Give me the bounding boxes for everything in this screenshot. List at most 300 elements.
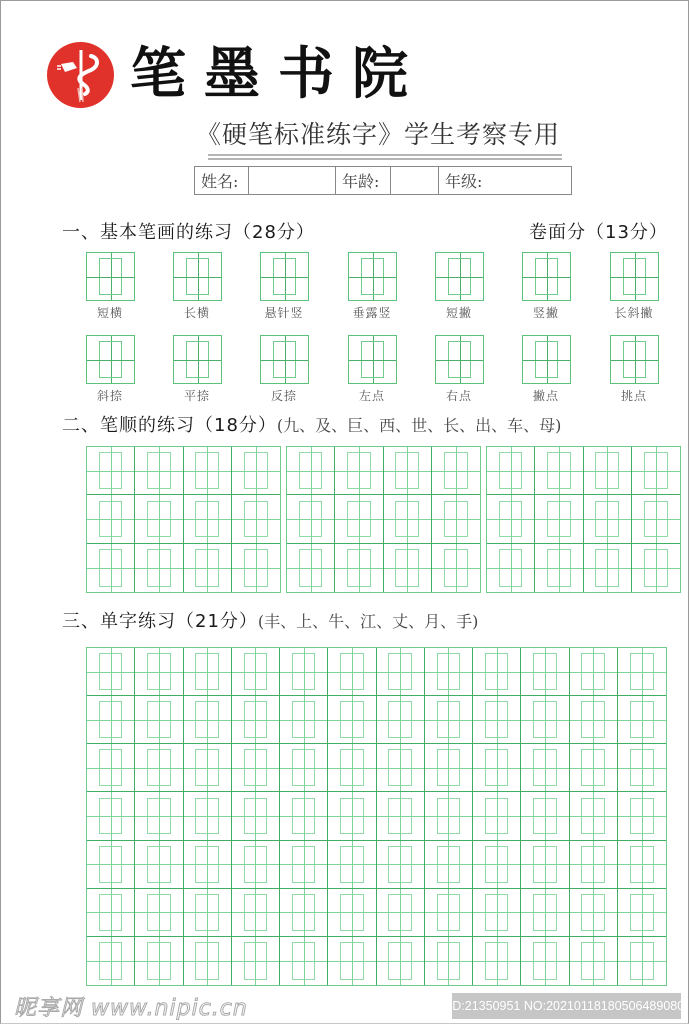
guide-line [521, 720, 568, 721]
guide-line [87, 912, 134, 913]
section1-title: 一、基本笔画的练习（28分） [62, 222, 315, 243]
writing-cell[interactable] [432, 447, 480, 495]
writing-cell[interactable] [473, 648, 521, 696]
writing-cell[interactable] [87, 544, 135, 592]
guide-line [335, 471, 382, 472]
guide-line [535, 519, 582, 520]
guide-line [425, 961, 472, 962]
writing-cell[interactable] [487, 544, 535, 592]
guide-line [535, 471, 582, 472]
guide-line [232, 519, 280, 520]
writing-cell[interactable] [328, 841, 376, 889]
writing-cell[interactable] [425, 889, 473, 937]
guide-line [473, 961, 520, 962]
writing-cell[interactable] [535, 495, 583, 543]
writing-cell[interactable] [425, 792, 473, 840]
writing-cell[interactable] [384, 544, 432, 592]
guide-line [521, 912, 568, 913]
guide-line [535, 568, 582, 569]
guide-line [335, 568, 382, 569]
writing-cell[interactable] [328, 889, 376, 937]
guide-line [377, 864, 424, 865]
guide-line [232, 816, 279, 817]
writing-cell[interactable] [487, 495, 535, 543]
guide-line [570, 768, 617, 769]
stroke-practice-box[interactable] [260, 252, 309, 301]
writing-cell[interactable] [184, 889, 232, 937]
writing-cell[interactable] [425, 937, 473, 985]
writing-cell[interactable] [87, 696, 135, 744]
guide-line [232, 864, 279, 865]
guide-line [87, 519, 134, 520]
writing-cell[interactable] [232, 889, 280, 937]
guide-line [570, 816, 617, 817]
writing-cell[interactable] [232, 696, 280, 744]
guide-line [425, 912, 472, 913]
guide-line [521, 672, 568, 673]
writing-cell[interactable] [425, 841, 473, 889]
guide-line [425, 672, 472, 673]
writing-cell[interactable] [377, 889, 425, 937]
guide-line [232, 720, 279, 721]
writing-cell[interactable] [618, 792, 666, 840]
writing-cell[interactable] [232, 841, 280, 889]
writing-cell[interactable] [618, 744, 666, 792]
writing-cell[interactable] [184, 937, 232, 985]
writing-cell[interactable] [618, 648, 666, 696]
guide-line [135, 720, 182, 721]
guide-line [135, 568, 182, 569]
guide-line [232, 912, 279, 913]
writing-cell[interactable] [425, 696, 473, 744]
guide-line [184, 961, 231, 962]
guide-line [280, 816, 327, 817]
guide-line [135, 519, 182, 520]
writing-cell[interactable] [87, 841, 135, 889]
guide-line [384, 568, 431, 569]
writing-cell[interactable] [377, 792, 425, 840]
writing-cell[interactable] [280, 937, 328, 985]
stroke-label: 右点 [445, 389, 472, 403]
writing-cell[interactable] [535, 447, 583, 495]
guide-line [280, 768, 327, 769]
writing-cell[interactable] [135, 792, 183, 840]
writing-cell[interactable] [280, 889, 328, 937]
writing-cell[interactable] [232, 544, 280, 592]
writing-cell[interactable] [87, 937, 135, 985]
guide-line [287, 471, 334, 472]
guide-line [87, 672, 134, 673]
guide-line [328, 720, 375, 721]
section2-title [62, 414, 561, 438]
writing-cell[interactable] [521, 841, 569, 889]
writing-cell[interactable] [473, 696, 521, 744]
writing-cell[interactable] [287, 544, 335, 592]
stroke-practice-box[interactable] [260, 335, 309, 384]
stroke-label: 垂露竖 [352, 306, 392, 320]
writing-cell[interactable] [632, 495, 680, 543]
section3-characters: (丰、上、牛、江、丈、月、手) [257, 612, 479, 631]
stroke-label: 斜捺 [96, 389, 123, 403]
guide-line [473, 816, 520, 817]
writing-cell[interactable] [232, 744, 280, 792]
guide-line [232, 471, 280, 472]
guide-line [184, 768, 231, 769]
guide-line [287, 568, 334, 569]
guide-line [521, 961, 568, 962]
writing-cell[interactable] [135, 648, 183, 696]
writing-cell[interactable] [377, 696, 425, 744]
guide-line [570, 720, 617, 721]
guide-rectangle [186, 341, 209, 378]
guide-line [184, 720, 231, 721]
stroke-practice-box[interactable] [86, 252, 135, 301]
stroke-practice-box[interactable] [522, 252, 571, 301]
stroke-label: 撇点 [532, 389, 559, 403]
stroke-label: 竖撇 [532, 306, 559, 320]
guide-line [135, 961, 182, 962]
guide-line [473, 912, 520, 913]
guide-rectangle [99, 341, 122, 378]
writing-cell[interactable] [280, 841, 328, 889]
writing-cell[interactable] [618, 696, 666, 744]
guide-rectangle [273, 341, 296, 378]
writing-cell[interactable] [570, 841, 618, 889]
writing-cell[interactable] [328, 792, 376, 840]
writing-cell[interactable] [570, 792, 618, 840]
image-id-badge: ID:21350951 NO:20210118180506489080 [452, 993, 681, 1019]
writing-cell[interactable] [287, 495, 335, 543]
writing-cell[interactable] [521, 889, 569, 937]
writing-cell[interactable] [87, 495, 135, 543]
guide-line [473, 720, 520, 721]
guide-line [618, 864, 666, 865]
guide-line [432, 568, 480, 569]
writing-cell[interactable] [232, 495, 280, 543]
guide-line [184, 864, 231, 865]
guide-line [432, 519, 480, 520]
guide-line [377, 961, 424, 962]
guide-line [184, 912, 231, 913]
stroke-practice-box[interactable] [610, 335, 659, 384]
writing-cell[interactable] [473, 937, 521, 985]
age-label: 年龄: [342, 172, 380, 191]
guide-line [570, 961, 617, 962]
stroke-practice-box[interactable] [173, 335, 222, 384]
writing-cell[interactable] [280, 648, 328, 696]
stroke-practice-box[interactable] [435, 335, 484, 384]
guide-line [384, 471, 431, 472]
guide-line [618, 720, 666, 721]
guide-line [87, 720, 134, 721]
writing-cell[interactable] [135, 447, 183, 495]
guide-line [584, 568, 631, 569]
stroke-practice-box[interactable] [348, 252, 397, 301]
guide-line [232, 568, 280, 569]
stroke-label: 短横 [96, 306, 123, 320]
stroke-label: 长横 [183, 306, 210, 320]
guide-line [425, 816, 472, 817]
neatness-score-label: 卷面分（13分） [529, 222, 668, 243]
guide-line [328, 768, 375, 769]
writing-cell[interactable] [87, 889, 135, 937]
guide-line [584, 519, 631, 520]
writing-cell[interactable] [135, 937, 183, 985]
guide-rectangle [186, 258, 209, 295]
guide-line [87, 471, 134, 472]
writing-cell[interactable] [425, 648, 473, 696]
guide-line [335, 519, 382, 520]
writing-cell[interactable] [87, 744, 135, 792]
stroke-label: 悬针竖 [264, 306, 304, 320]
writing-cell[interactable] [632, 447, 680, 495]
writing-cell[interactable] [521, 696, 569, 744]
guide-line [87, 768, 134, 769]
guide-line [632, 568, 680, 569]
guide-line [287, 519, 334, 520]
guide-line [618, 768, 666, 769]
guide-line [280, 961, 327, 962]
writing-cell[interactable] [87, 648, 135, 696]
writing-cell[interactable] [584, 447, 632, 495]
stroke-practice-box[interactable] [610, 252, 659, 301]
writing-cell[interactable] [328, 696, 376, 744]
writing-cell[interactable] [618, 889, 666, 937]
guide-line [425, 864, 472, 865]
section2-characters: (九、及、巨、西、世、长、出、车、母) [276, 416, 562, 435]
writing-cell[interactable] [521, 792, 569, 840]
writing-cell[interactable] [184, 495, 232, 543]
writing-cell[interactable] [335, 544, 383, 592]
writing-cell[interactable] [384, 447, 432, 495]
guide-line [232, 961, 279, 962]
guide-line [377, 768, 424, 769]
grade-label: 年级: [445, 172, 483, 191]
guide-line [377, 816, 424, 817]
guide-line [377, 912, 424, 913]
writing-cell[interactable] [135, 841, 183, 889]
guide-line [184, 471, 231, 472]
writing-cell[interactable] [632, 544, 680, 592]
writing-cell[interactable] [135, 696, 183, 744]
guide-line [521, 816, 568, 817]
writing-cell[interactable] [521, 648, 569, 696]
guide-line [487, 519, 534, 520]
writing-cell[interactable] [184, 544, 232, 592]
writing-cell[interactable] [377, 744, 425, 792]
guide-line [473, 672, 520, 673]
writing-cell[interactable] [184, 447, 232, 495]
guide-line [87, 961, 134, 962]
guide-line [473, 864, 520, 865]
writing-cell[interactable] [135, 544, 183, 592]
writing-cell[interactable] [184, 648, 232, 696]
guide-rectangle [361, 341, 384, 378]
stroke-practice-box[interactable] [173, 252, 222, 301]
stroke-practice-box[interactable] [522, 335, 571, 384]
calligraphy-brush-logo-icon [47, 42, 114, 108]
stroke-label: 短撇 [445, 306, 472, 320]
writing-cell[interactable] [184, 792, 232, 840]
writing-cell[interactable] [618, 841, 666, 889]
writing-cell[interactable] [618, 937, 666, 985]
stroke-order-grid [86, 446, 281, 593]
writing-cell[interactable] [521, 937, 569, 985]
stroke-label: 左点 [358, 389, 385, 403]
guide-line [632, 519, 680, 520]
guide-line [473, 768, 520, 769]
guide-line [425, 768, 472, 769]
guide-line [618, 672, 666, 673]
writing-cell[interactable] [232, 447, 280, 495]
guide-line [135, 768, 182, 769]
guide-line [487, 568, 534, 569]
guide-line [87, 864, 134, 865]
guide-line [135, 864, 182, 865]
guide-line [328, 864, 375, 865]
single-character-grid [86, 647, 667, 986]
stroke-practice-box[interactable] [86, 335, 135, 384]
writing-cell[interactable] [377, 937, 425, 985]
name-label: 姓名: [201, 172, 239, 191]
student-info-table [194, 166, 572, 195]
guide-line [618, 912, 666, 913]
guide-line [135, 912, 182, 913]
guide-line [232, 672, 279, 673]
guide-line [487, 471, 534, 472]
guide-line [377, 672, 424, 673]
writing-cell[interactable] [487, 447, 535, 495]
guide-line [87, 568, 134, 569]
writing-cell[interactable] [280, 696, 328, 744]
section2-heading: 二、笔顺的练习（18分） [62, 415, 277, 436]
guide-line [135, 471, 182, 472]
writing-cell[interactable] [570, 744, 618, 792]
writing-cell[interactable] [335, 495, 383, 543]
guide-rectangle [535, 341, 558, 378]
writing-cell[interactable] [377, 841, 425, 889]
writing-cell[interactable] [432, 495, 480, 543]
guide-line [232, 768, 279, 769]
writing-cell[interactable] [232, 792, 280, 840]
writing-cell[interactable] [87, 447, 135, 495]
age-field[interactable] [390, 167, 439, 194]
guide-line [135, 816, 182, 817]
stroke-practice-box[interactable] [435, 252, 484, 301]
guide-line [328, 961, 375, 962]
site-watermark: 昵享网 www.nipic.cn [14, 996, 248, 1021]
guide-line [280, 912, 327, 913]
writing-cell[interactable] [384, 495, 432, 543]
page-subtitle: 《硬笔标准练字》学生考察专用 [196, 120, 561, 149]
guide-line [570, 672, 617, 673]
guide-line [632, 471, 680, 472]
guide-line [377, 720, 424, 721]
writing-cell[interactable] [287, 447, 335, 495]
writing-cell[interactable] [135, 744, 183, 792]
writing-cell[interactable] [425, 744, 473, 792]
writing-cell[interactable] [432, 544, 480, 592]
guide-line [184, 568, 231, 569]
name-field[interactable] [248, 167, 336, 194]
guide-line [280, 864, 327, 865]
writing-cell[interactable] [135, 889, 183, 937]
writing-cell[interactable] [535, 544, 583, 592]
writing-cell[interactable] [232, 937, 280, 985]
guide-line [570, 912, 617, 913]
guide-line [328, 816, 375, 817]
stroke-order-grid [286, 446, 481, 593]
writing-cell[interactable] [328, 937, 376, 985]
guide-line [618, 816, 666, 817]
writing-cell[interactable] [473, 889, 521, 937]
guide-line [184, 816, 231, 817]
guide-line [328, 672, 375, 673]
guide-line [584, 471, 631, 472]
stroke-order-grid [486, 446, 681, 593]
writing-cell[interactable] [584, 495, 632, 543]
divider-line [208, 154, 562, 156]
writing-cell[interactable] [570, 889, 618, 937]
writing-cell[interactable] [473, 841, 521, 889]
writing-cell[interactable] [521, 744, 569, 792]
guide-line [87, 816, 134, 817]
guide-rectangle [448, 258, 471, 295]
writing-cell[interactable] [280, 744, 328, 792]
writing-cell[interactable] [377, 648, 425, 696]
stroke-label: 平捺 [183, 389, 210, 403]
writing-cell[interactable] [570, 696, 618, 744]
writing-cell[interactable] [184, 841, 232, 889]
writing-cell[interactable] [184, 744, 232, 792]
stroke-label: 反捺 [270, 389, 297, 403]
guide-rectangle [535, 258, 558, 295]
guide-line [280, 720, 327, 721]
writing-cell[interactable] [570, 648, 618, 696]
writing-cell[interactable] [473, 744, 521, 792]
writing-cell[interactable] [87, 792, 135, 840]
writing-cell[interactable] [135, 495, 183, 543]
writing-cell[interactable] [335, 447, 383, 495]
section3-heading: 三、单字练习（21分） [62, 611, 258, 632]
writing-cell[interactable] [280, 792, 328, 840]
guide-line [618, 961, 666, 962]
stroke-practice-box[interactable] [348, 335, 397, 384]
writing-cell[interactable] [584, 544, 632, 592]
section3-title [62, 610, 478, 634]
guide-rectangle [448, 341, 471, 378]
grade-field[interactable] [492, 167, 571, 194]
writing-cell[interactable] [232, 648, 280, 696]
writing-cell[interactable] [570, 937, 618, 985]
guide-line [425, 720, 472, 721]
stroke-label: 长斜撇 [614, 306, 654, 320]
divider-line [208, 158, 562, 160]
writing-cell[interactable] [328, 744, 376, 792]
guide-line [184, 519, 231, 520]
guide-line [328, 912, 375, 913]
guide-line [135, 672, 182, 673]
guide-line [280, 672, 327, 673]
guide-line [432, 471, 480, 472]
writing-cell[interactable] [473, 792, 521, 840]
guide-rectangle [99, 258, 122, 295]
guide-line [384, 519, 431, 520]
guide-rectangle [623, 258, 646, 295]
writing-cell[interactable] [184, 696, 232, 744]
guide-line [521, 864, 568, 865]
writing-cell[interactable] [328, 648, 376, 696]
